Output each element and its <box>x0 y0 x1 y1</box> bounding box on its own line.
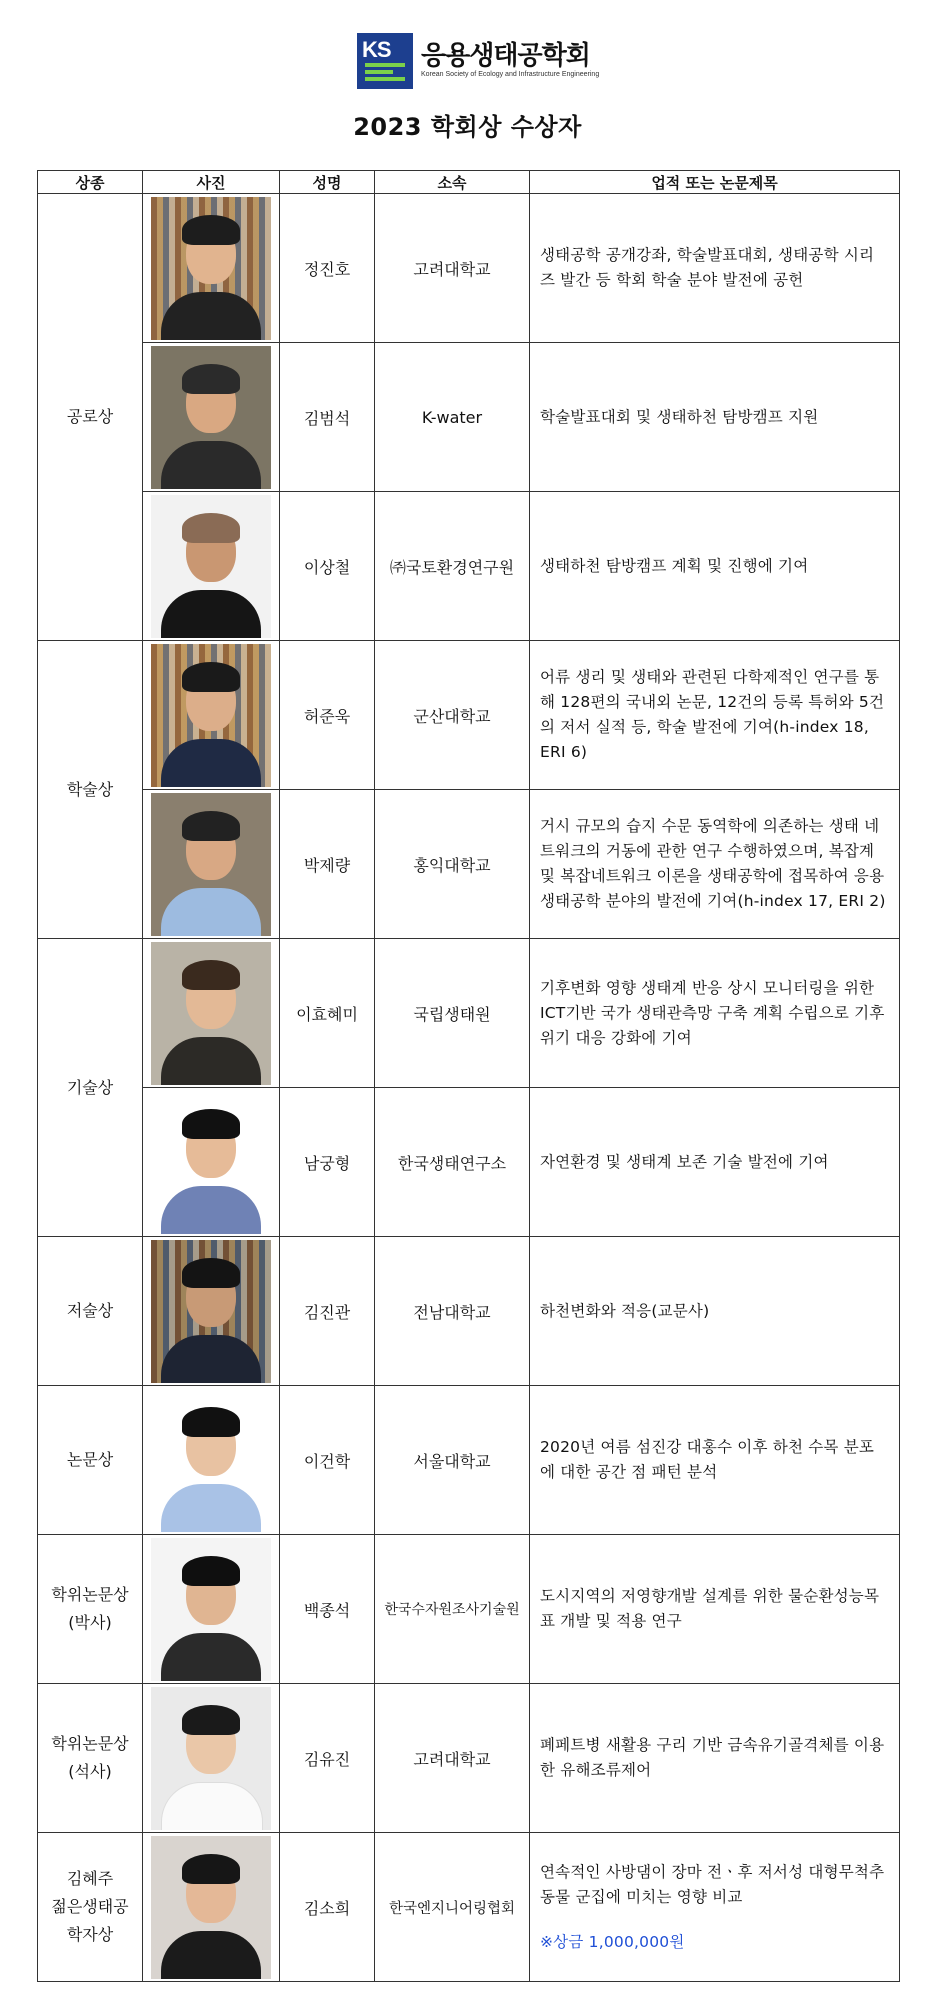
table-row <box>38 790 900 939</box>
table-header-row <box>38 171 900 194</box>
header-achievement: 업적 또는 논문제목 <box>530 171 900 194</box>
table-row <box>38 939 900 1088</box>
awardee-achievement: 2020년 여름 섬진강 대홍수 이후 하천 수목 분포에 대한 공간 점 패턴 분석 <box>530 1386 900 1535</box>
awardee-achievement: 도시지역의 저영향개발 설계를 위한 물순환성능목표 개발 및 적용 연구 <box>530 1535 900 1684</box>
award-category: 학술상 <box>38 641 143 939</box>
award-category: 학위논문상 (박사) <box>38 1535 143 1684</box>
header-affiliation: 소속 <box>375 171 530 194</box>
table-row <box>38 343 900 492</box>
photo-cell <box>143 1088 280 1237</box>
achievement-text: 연속적인 사방댐이 장마 전ㆍ후 저서성 대형무척추동물 군집에 미치는 영향 비교 <box>540 1862 885 1906</box>
table-row <box>38 1088 900 1237</box>
header-photo: 사진 <box>143 171 280 194</box>
awardee-name: 정진호 <box>280 194 375 343</box>
awardee-affiliation: 전남대학교 <box>375 1237 530 1386</box>
photo-cell <box>143 492 280 641</box>
awardee-name: 남궁형 <box>280 1088 375 1237</box>
table-row <box>38 194 900 343</box>
photo-cell <box>143 939 280 1088</box>
awardee-name: 김범석 <box>280 343 375 492</box>
awardee-name: 백종석 <box>280 1535 375 1684</box>
awardee-photo <box>151 644 271 787</box>
awardee-affiliation: 홍익대학교 <box>375 790 530 939</box>
award-category: 논문상 <box>38 1386 143 1535</box>
table-row <box>38 1386 900 1535</box>
award-category: 저술상 <box>38 1237 143 1386</box>
photo-cell <box>143 641 280 790</box>
awardee-photo <box>151 197 271 340</box>
photo-cell <box>143 1833 280 1982</box>
awardee-name: 이효혜미 <box>280 939 375 1088</box>
photo-cell <box>143 1237 280 1386</box>
photo-cell <box>143 194 280 343</box>
awardee-name: 김진관 <box>280 1237 375 1386</box>
awardee-achievement: 거시 규모의 습지 수문 동역학에 의존하는 생태 네트워크의 거동에 관한 연구 수행하였으며, 복잡계 및 복잡네트워크 이론을 생태공학에 접목하여 응용생태공학 분야의 발전에 기여(h-index 17, ERI 2) <box>530 790 900 939</box>
awardee-achievement: 학술발표대회 및 생태하천 탐방캠프 지원 <box>530 343 900 492</box>
awardee-name: 김소희 <box>280 1833 375 1982</box>
awardee-achievement: 하천변화와 적응(교문사) <box>530 1237 900 1386</box>
awardee-name: 이상철 <box>280 492 375 641</box>
award-category: 김혜주 젊은생태공 학자상 <box>38 1833 143 1982</box>
awardee-achievement: 자연환경 및 생태계 보존 기술 발전에 기여 <box>530 1088 900 1237</box>
awardee-achievement: 폐페트병 새활용 구리 기반 금속유기골격체를 이용한 유해조류제어 <box>530 1684 900 1833</box>
awardee-photo <box>151 346 271 489</box>
awardee-photo <box>151 1091 271 1234</box>
awardee-achievement <box>530 1833 900 1982</box>
awardee-affiliation: ㈜국토환경연구원 <box>375 492 530 641</box>
awardee-affiliation: K-water <box>375 343 530 492</box>
table-row <box>38 1237 900 1386</box>
society-logo <box>357 33 599 89</box>
prize-amount: ※상금 1,000,000원 <box>540 1932 685 1951</box>
awardee-photo <box>151 1538 271 1681</box>
photo-cell <box>143 1684 280 1833</box>
awardee-name: 이건학 <box>280 1386 375 1535</box>
awardee-achievement: 기후변화 영향 생태계 반응 상시 모니터링을 위한 ICT기반 국가 생태관측망 구축 계획 수립으로 기후위기 대응 강화에 기여 <box>530 939 900 1088</box>
photo-cell <box>143 1386 280 1535</box>
awardee-affiliation: 군산대학교 <box>375 641 530 790</box>
awardee-photo <box>151 1687 271 1830</box>
header-name: 성명 <box>280 171 375 194</box>
photo-cell <box>143 790 280 939</box>
awardee-affiliation: 한국생태연구소 <box>375 1088 530 1237</box>
awardee-affiliation: 고려대학교 <box>375 194 530 343</box>
logo-subtitle: Korean Society of Ecology and Infrastructure Engineering <box>421 71 600 78</box>
awardees-table <box>37 170 900 1982</box>
award-category: 기술상 <box>38 939 143 1237</box>
awardee-affiliation: 한국엔지니어링협회 <box>375 1833 530 1982</box>
awardee-photo <box>151 942 271 1085</box>
logo-mark-text: KS <box>362 37 391 62</box>
page-title: 2023 학회상 수상자 <box>353 113 582 141</box>
awardee-affiliation: 서울대학교 <box>375 1386 530 1535</box>
awardee-achievement: 생태하천 탐방캠프 계획 및 진행에 기여 <box>530 492 900 641</box>
ks-logo-mark <box>357 33 413 89</box>
photo-cell <box>143 343 280 492</box>
awardee-photo <box>151 1389 271 1532</box>
awardee-name: 김유진 <box>280 1684 375 1833</box>
table-row <box>38 492 900 641</box>
awardee-photo <box>151 1240 271 1383</box>
awardee-achievement: 어류 생리 및 생태와 관련된 다학제적인 연구를 통해 128편의 국내외 논문, 12건의 등록 특허와 5건의 저서 실적 등, 학술 발전에 기여(h-index 18, ERI 6) <box>530 641 900 790</box>
header-award: 상종 <box>38 171 143 194</box>
logo-name: 응용생태공학회 <box>421 41 590 71</box>
table-row <box>38 1535 900 1684</box>
award-category: 학위논문상 (석사) <box>38 1684 143 1833</box>
awardee-photo <box>151 1836 271 1979</box>
award-category: 공로상 <box>38 194 143 641</box>
awardee-affiliation: 고려대학교 <box>375 1684 530 1833</box>
table-row <box>38 1833 900 1982</box>
table-row <box>38 1684 900 1833</box>
awardee-affiliation: 국립생태원 <box>375 939 530 1088</box>
awardee-name: 허준욱 <box>280 641 375 790</box>
awardee-photo <box>151 495 271 638</box>
table-row <box>38 641 900 790</box>
awardee-name: 박제량 <box>280 790 375 939</box>
awardee-affiliation: 한국수자원조사기술원 <box>375 1535 530 1684</box>
awardee-photo <box>151 793 271 936</box>
awardee-achievement: 생태공학 공개강좌, 학술발표대회, 생태공학 시리즈 발간 등 학회 학술 분야 발전에 공헌 <box>530 194 900 343</box>
photo-cell <box>143 1535 280 1684</box>
